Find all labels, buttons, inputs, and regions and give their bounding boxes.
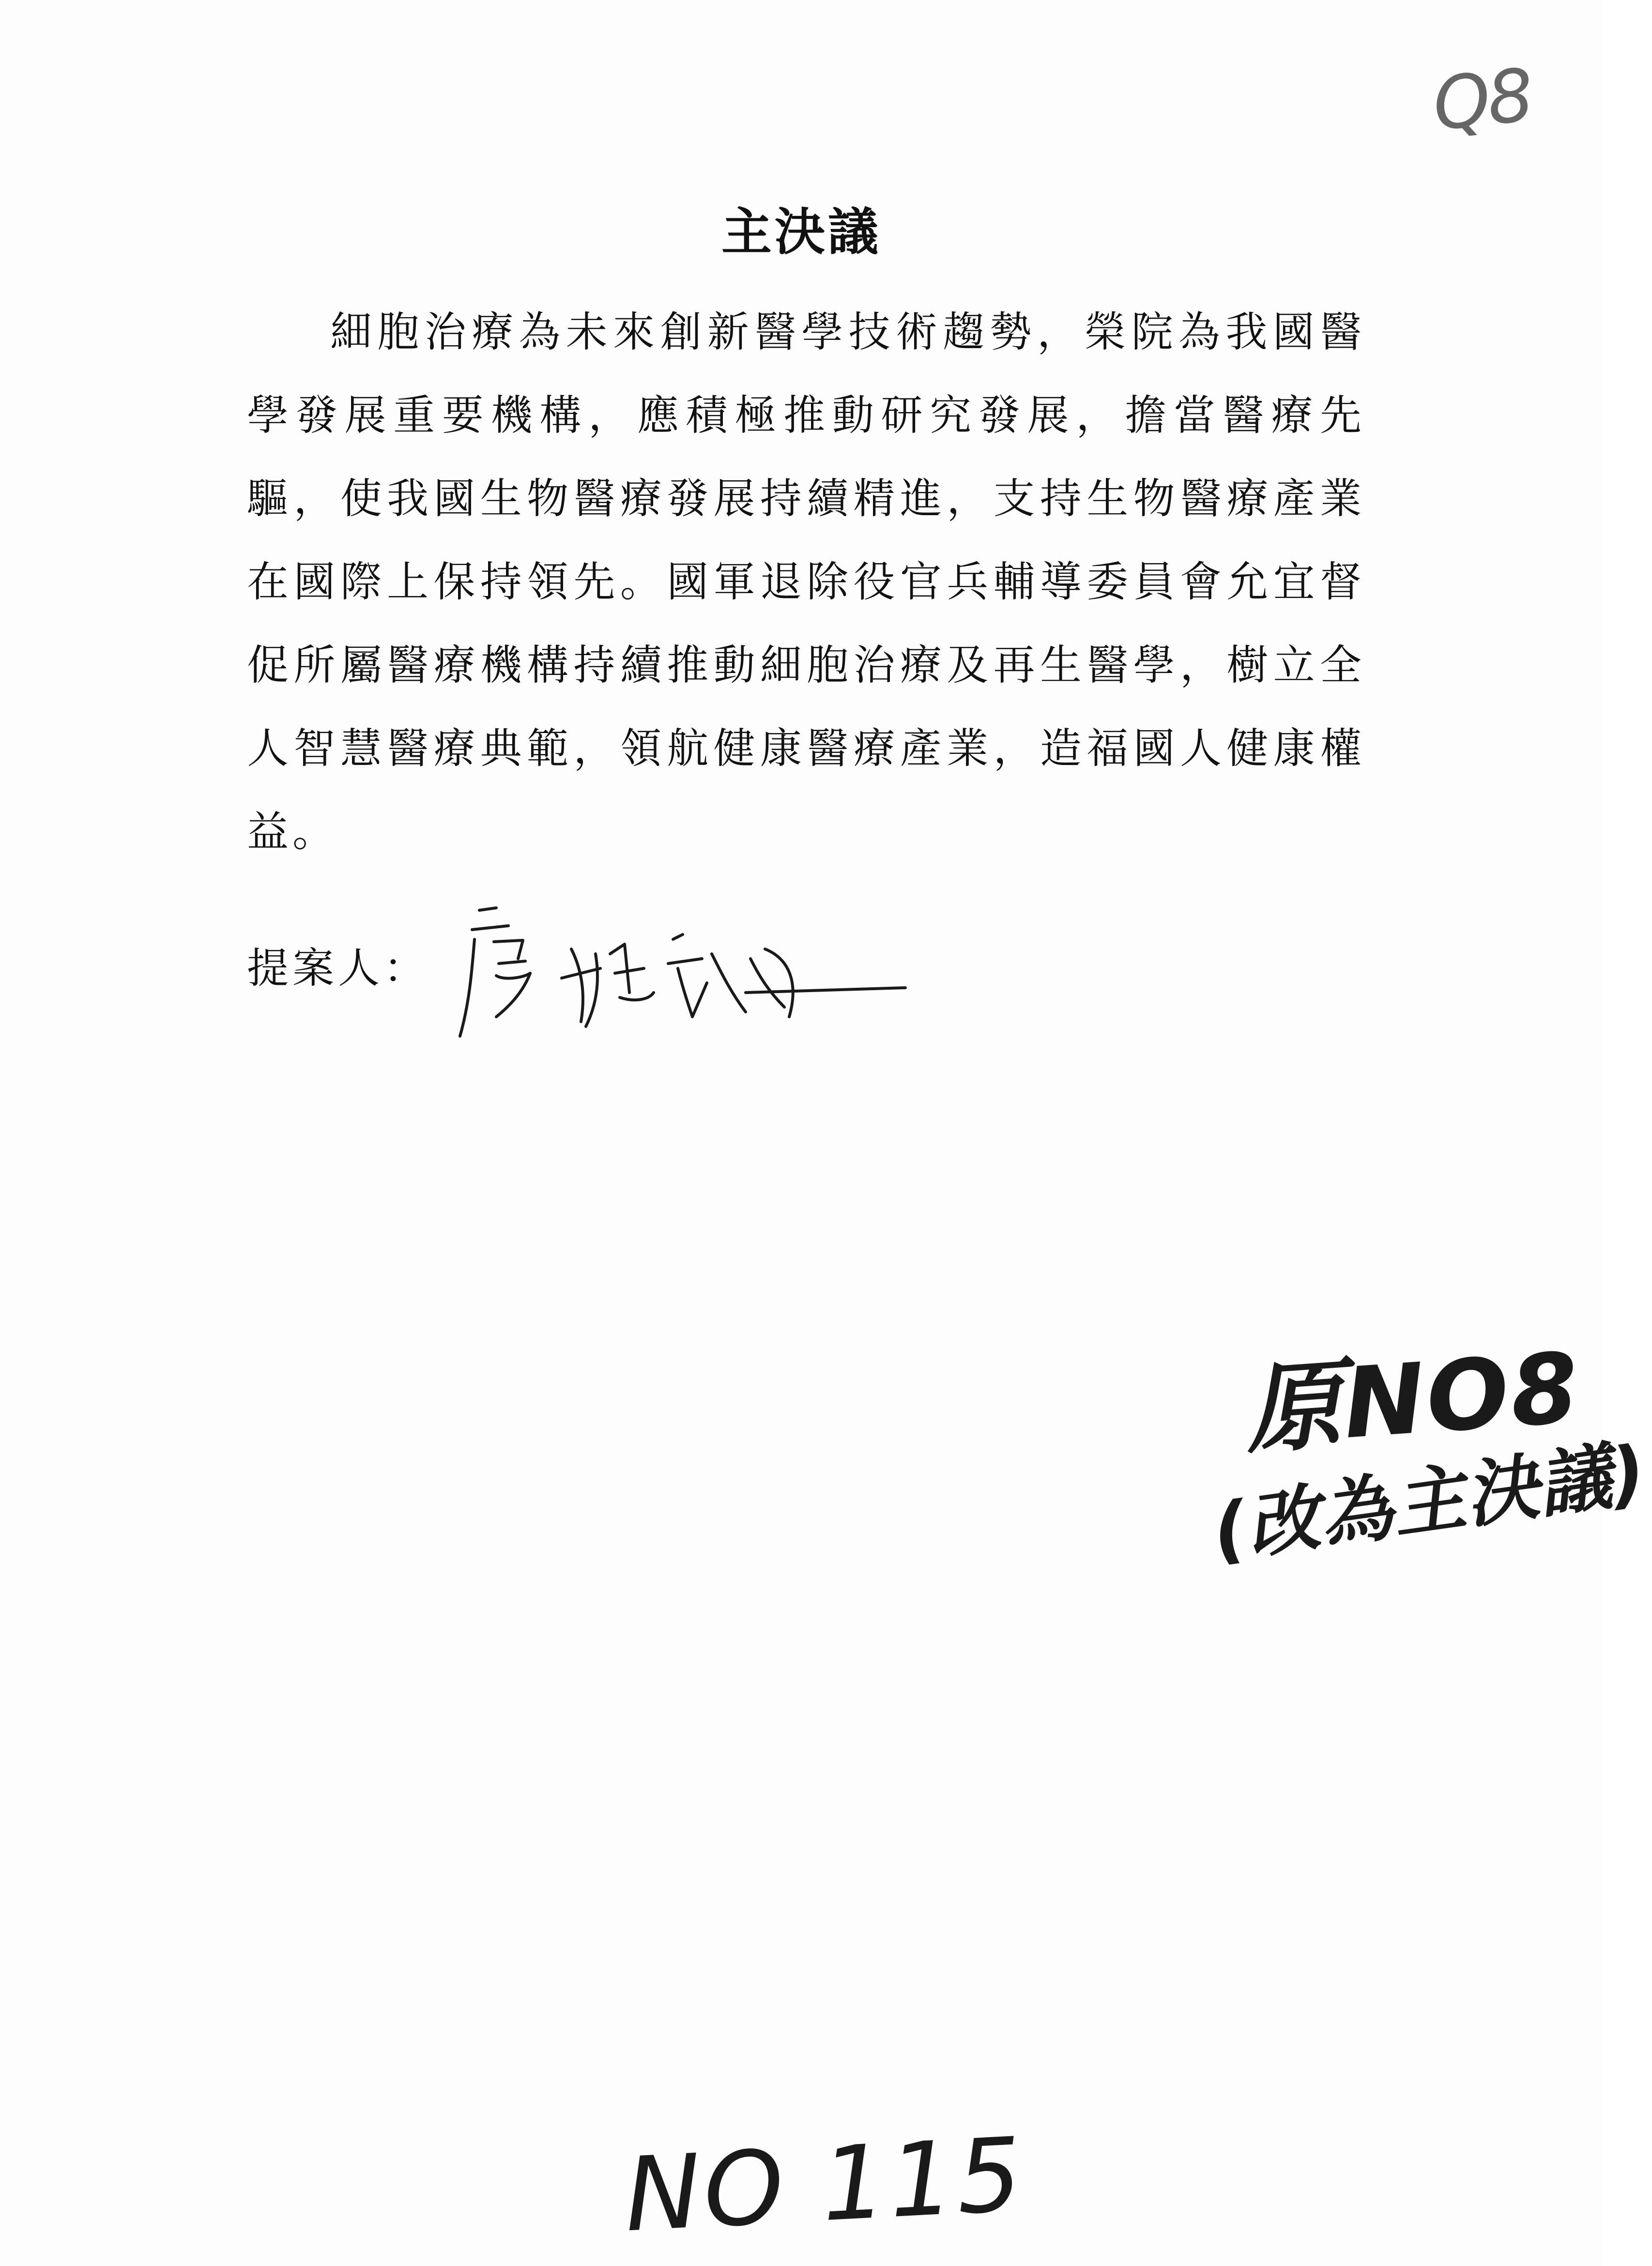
resolution-body: 細胞治療為未來創新醫學技術趨勢，榮院為我國醫學發展重要機構，應積極推動研究發展，擔當醫療先驅，使我國生物醫療發展持續精進，支持生物醫療產業在國際上保持領先。國軍退除役官兵輔導委員會允宜督促所屬醫療機構持續推動細胞治療及再生醫學，樹立全人智慧醫療典範，領航健康醫療產業，造福國人健康權益。 bbox=[247, 308, 1365, 856]
document-title: 主決議 bbox=[721, 202, 881, 261]
handwritten-annotation-changed-note: (改為主決議) bbox=[1208, 1430, 1652, 1574]
corner-mark: Q8 bbox=[1429, 53, 1535, 148]
handwritten-footer-number: NO 115 bbox=[622, 2115, 1027, 2255]
handwritten-annotation-original-number: 原NO8 bbox=[1241, 1332, 1584, 1468]
handwritten-signature bbox=[450, 896, 910, 1056]
proposer-label: 提案人： bbox=[247, 944, 429, 993]
